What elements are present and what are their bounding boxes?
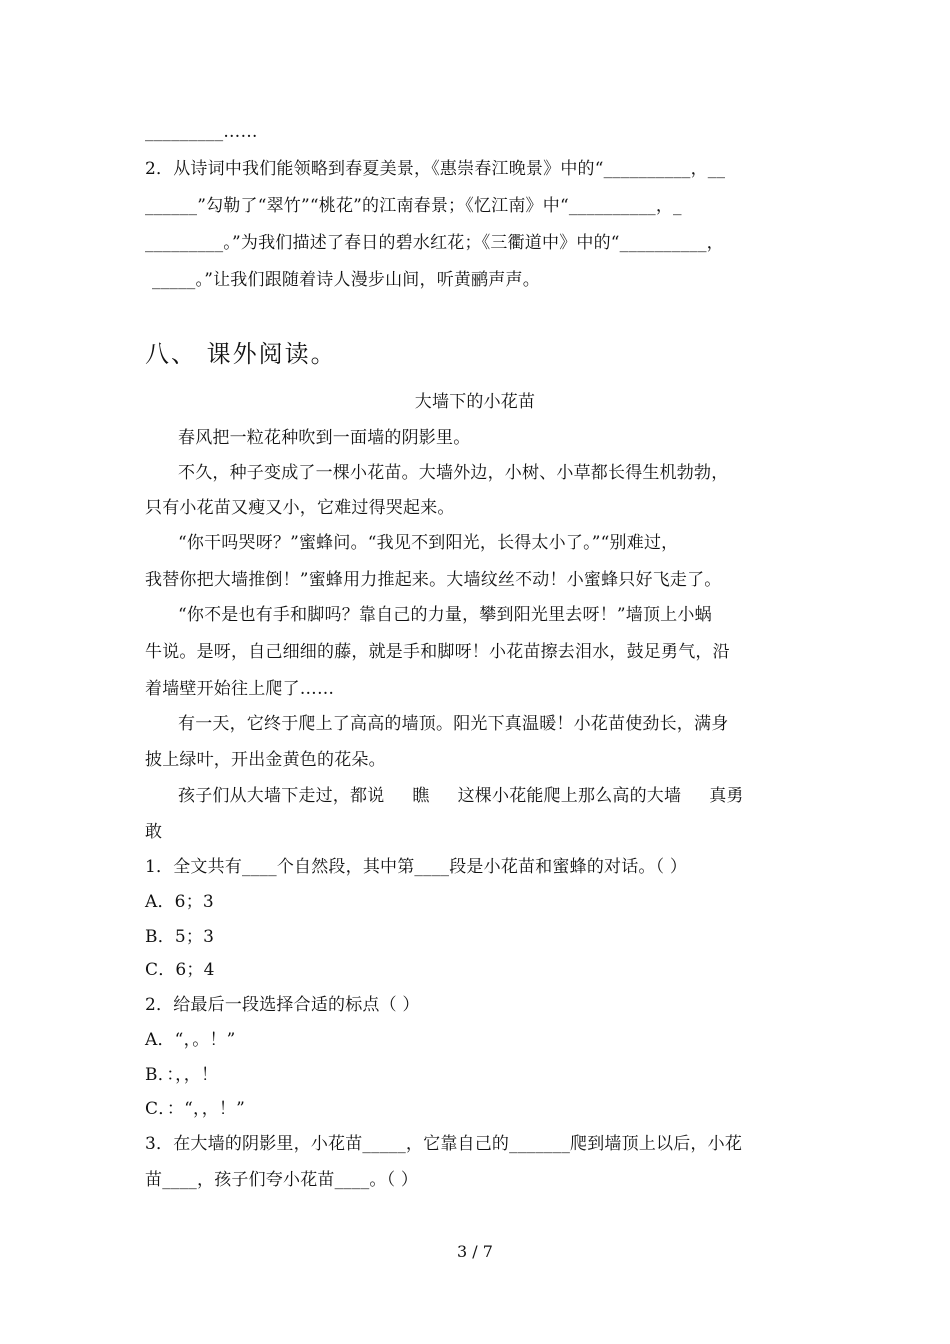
story-title: 大墙下的小花苗 (414, 392, 536, 412)
question-3-line-1: 3．在大墙的阴影里，小花苗_____，它靠自己的_______爬到墙顶上以后，小花 (145, 1134, 743, 1154)
option-1b: B．5；3 (145, 927, 215, 947)
question-3-line-2: 苗____，孩子们夸小花苗____。（ ） (145, 1170, 419, 1190)
option-1c: C．6；4 (145, 960, 215, 980)
page-number: 3 / 7 (457, 1242, 493, 1261)
story-fragment: 真勇 (709, 786, 744, 806)
story-paragraph-2-line-1: 不久，种子变成了一棵小花苗。大墙外边，小树、小草都长得生机勃勃， (178, 463, 729, 483)
story-paragraph-4-line-2: 牛说。是呀，自己细细的藤，就是手和脚呀！小花苗擦去泪水，鼓足勇气，沿 (145, 642, 730, 662)
section-heading: 八、 课外阅读。 (145, 340, 337, 368)
question-2-line-4: _____。”让我们跟随着诗人漫步山间，听黄鹂声声。 (152, 270, 540, 290)
story-paragraph-6-line-1 (178, 784, 744, 808)
question-2: 2．给最后一段选择合适的标点（ ） (145, 995, 420, 1015)
story-paragraph-4-line-3: 着墙壁开始往上爬了…… (145, 679, 335, 699)
question-2-line-2: ______”勾勒了“翠竹”“桃花”的江南春景；《忆江南》中“__________，_ (145, 196, 682, 216)
option-1a: A．6；3 (145, 892, 214, 912)
story-paragraph-5-line-1: 有一天，它终于爬上了高高的墙顶。阳光下真温暖！小花苗使劲长，满身 (178, 714, 729, 734)
story-paragraph-5-line-2: 披上绿叶，开出金黄色的花朵。 (145, 750, 386, 770)
option-2a: A．“，。！” (145, 1030, 236, 1050)
question-2-line-1: 2．从诗词中我们能领略到春夏美景，《惠崇春江晚景》中的“__________，__ (145, 159, 726, 179)
story-paragraph-6-line-2: 敢 (145, 822, 163, 842)
story-paragraph-2-line-2: 只有小花苗又瘦又小，它难过得哭起来。 (145, 498, 455, 518)
story-paragraph-4-line-1: “你不是也有手和脚吗？靠自己的力量，攀到阳光里去呀！”墙顶上小蜗 (178, 605, 712, 625)
story-paragraph-3-line-1: “你干吗哭呀？”蜜蜂问。“我见不到阳光，长得太小了。”“别难过， (178, 533, 679, 553)
question-2-line-3: _________。”为我们描述了春日的碧水红花；《三衢道中》中的“__________， (145, 233, 724, 253)
story-fragment: 这棵小花能爬上那么高的大墙 (457, 786, 682, 806)
story-paragraph-3-line-2: 我替你把大墙推倒！”蜜蜂用力推起来。大墙纹丝不动！小蜜蜂只好飞走了。 (145, 570, 722, 590)
option-2c: C．：“，，！” (145, 1099, 245, 1119)
text-line: _________…… (145, 122, 258, 142)
option-2b: B．：，，！ (145, 1065, 219, 1085)
story-paragraph-1: 春风把一粒花种吹到一面墙的阴影里。 (178, 428, 471, 448)
question-1: 1．全文共有____个自然段，其中第____段是小花苗和蜜蜂的对话。（ ） (145, 857, 688, 877)
story-fragment: 孩子们从大墙下走过，都说 (178, 786, 385, 806)
story-fragment: 瞧 (412, 786, 430, 806)
